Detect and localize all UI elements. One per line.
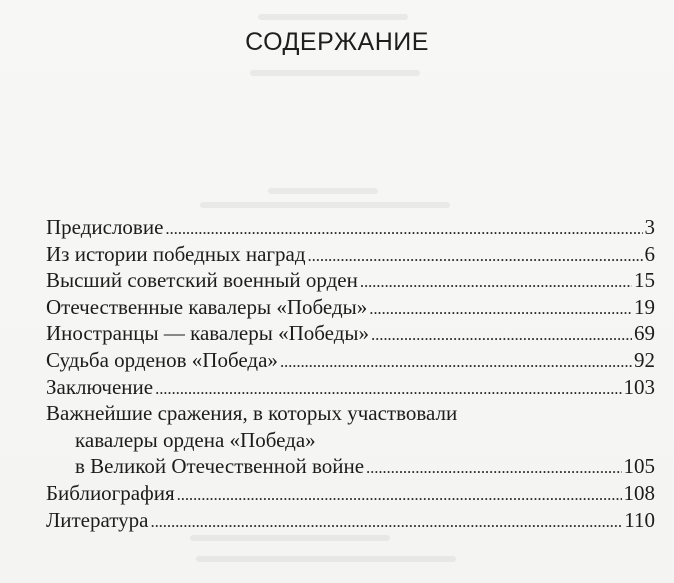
dot-leader (369, 296, 632, 323)
toc-entry-title: Иностранцы — кавалеры «Победы» (46, 321, 370, 346)
dot-leader (150, 509, 622, 536)
toc-entry-page: 3 (644, 215, 655, 239)
toc-entry-title: Высший советский военный орден (46, 268, 358, 293)
toc-entry (46, 267, 655, 294)
toc-entry-title-line: в Великой Отечественной войне (75, 454, 365, 479)
show-through-text (268, 188, 378, 194)
toc-entry-title: Отечественные кавалеры «Победы» (46, 294, 368, 319)
dot-leader (177, 482, 622, 509)
toc-entry (46, 347, 655, 374)
toc-entry (46, 294, 655, 321)
show-through-text (250, 70, 420, 76)
toc-entry (46, 241, 655, 268)
show-through-text (190, 535, 390, 541)
toc-entry (46, 320, 655, 347)
toc-entry-title-line: кавалеры ордена «Победа» (75, 427, 316, 452)
dot-leader (280, 349, 632, 376)
table-of-contents (46, 214, 655, 533)
dot-leader (360, 269, 632, 296)
toc-entry (46, 214, 655, 241)
toc-entry-page: 105 (623, 454, 655, 479)
show-through-text (200, 202, 450, 208)
toc-entry-page: 19 (634, 294, 655, 319)
toc-entry-title: Библиография (46, 480, 175, 505)
dot-leader (308, 243, 643, 270)
toc-entry-page: 15 (634, 268, 655, 293)
toc-entry (46, 507, 655, 534)
toc-entry-multiline (46, 400, 655, 480)
toc-entry-title: Заключение (46, 374, 154, 399)
toc-entry-page: 103 (623, 374, 655, 399)
toc-entry-title: Предисловие (46, 215, 164, 239)
dot-leader (371, 322, 632, 349)
show-through-text (196, 556, 456, 562)
toc-entry (46, 480, 655, 507)
show-through-text (258, 14, 408, 20)
toc-entry-title: Судьба орденов «Победа» (46, 347, 278, 372)
toc-entry-page: 108 (623, 480, 655, 505)
dot-leader (155, 376, 621, 403)
toc-entry-page: 6 (644, 241, 655, 266)
page-title: СОДЕРЖАНИЕ (245, 28, 429, 56)
toc-entry (46, 374, 655, 401)
dot-leader (165, 216, 642, 243)
toc-entry-page: 92 (634, 347, 655, 372)
toc-entry-page: 110 (624, 507, 655, 532)
toc-entry-title-line: Важнейшие сражения, в которых участвовали (46, 401, 458, 426)
toc-entry-title: Литература (46, 507, 149, 532)
dot-leader (366, 455, 621, 482)
toc-entry-page: 69 (634, 321, 655, 346)
toc-entry-title: Из истории победных наград (46, 241, 306, 266)
